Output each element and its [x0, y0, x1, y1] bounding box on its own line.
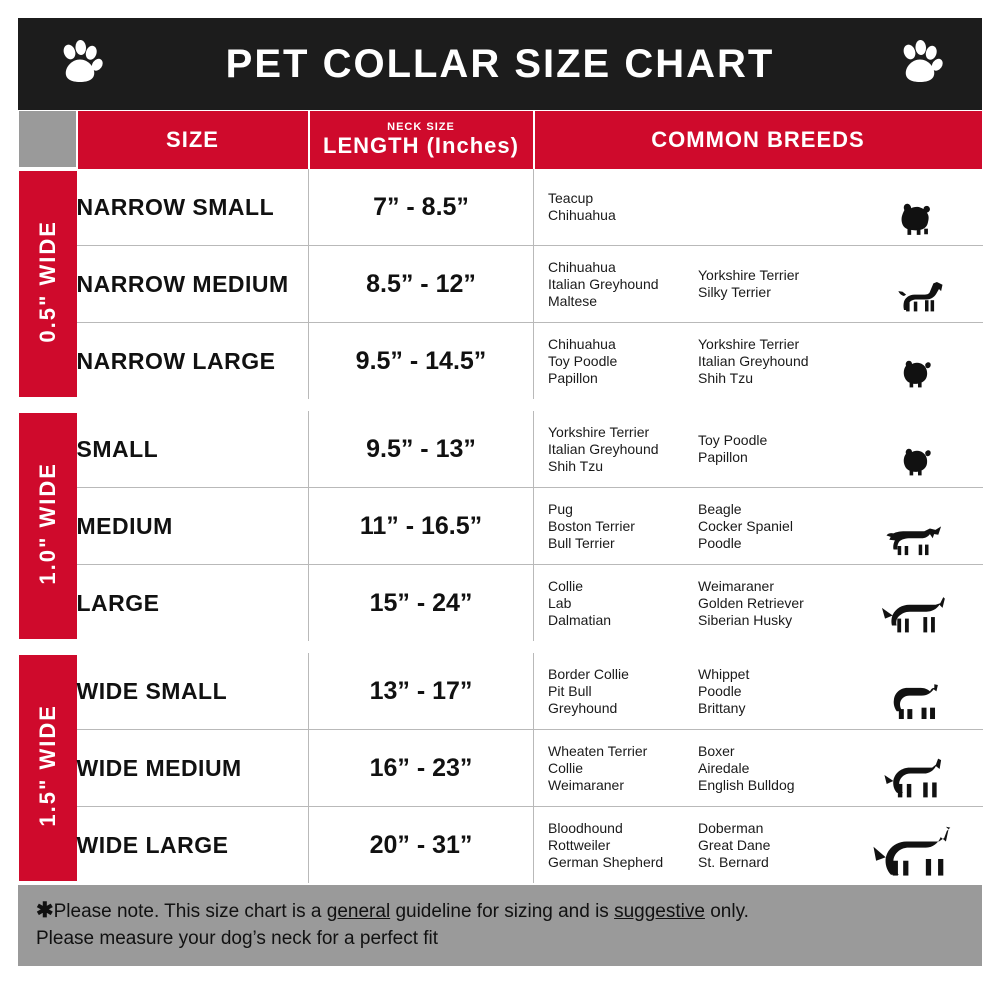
breed-item: Border Collie — [548, 665, 629, 682]
page-title: PET COLLAR SIZE CHART — [225, 41, 775, 86]
breed-item: Yorkshire Terrier — [698, 267, 800, 283]
disclaimer-text-part-3: only. — [704, 901, 749, 922]
doberman-silhouette-icon — [863, 811, 973, 879]
breed-item: Chihuahua — [548, 258, 616, 275]
group-separator — [19, 641, 983, 653]
retriever-silhouette-icon — [863, 569, 973, 637]
row-length-value: 7” - 8.5” — [309, 169, 534, 246]
row-size-label: LARGE — [77, 565, 309, 642]
row-breeds — [534, 730, 983, 807]
row-size-label: WIDE MEDIUM — [77, 730, 309, 807]
breeds-column-2 — [698, 267, 858, 301]
row-size-label: WIDE LARGE — [77, 807, 309, 884]
boxer-silhouette-icon — [863, 734, 973, 802]
breed-item: Dalmatian — [548, 611, 612, 628]
row-length-value: 8.5” - 12” — [309, 246, 534, 323]
breed-item: Collie — [548, 759, 584, 776]
breed-item: Teacup — [548, 190, 594, 206]
row-length-value: 16” - 23” — [309, 730, 534, 807]
breed-item: Bloodhound — [548, 819, 623, 836]
row-length-value: 9.5” - 13” — [309, 411, 534, 488]
table-header-row — [19, 111, 983, 170]
row-length-value: 9.5” - 14.5” — [309, 323, 534, 400]
row-length-value: 13” - 17” — [309, 653, 534, 730]
chart-header — [18, 18, 982, 110]
breed-item: Italian Greyhound — [698, 352, 809, 369]
table-row — [19, 488, 983, 565]
disclaimer-line-2: Please measure your dog’s neck for a perfect fit — [36, 928, 439, 949]
table-row — [19, 411, 983, 488]
breed-item: Boxer — [698, 742, 735, 759]
column-header-size: SIZE — [77, 111, 309, 170]
breed-item: Great Dane — [698, 836, 771, 853]
column-header-length — [309, 111, 534, 170]
table-corner-cell — [19, 111, 77, 170]
breed-item: Shih Tzu — [548, 457, 603, 474]
breed-item: Papillon — [548, 369, 598, 386]
size-table — [18, 110, 984, 885]
breed-item: Italian Greyhound — [548, 275, 659, 292]
disclaimer-line-1 — [36, 897, 964, 925]
disclaimer-underline-suggestive: suggestive — [614, 901, 705, 922]
breeds-column-2 — [698, 432, 858, 466]
breed-item: Beagle — [698, 500, 742, 517]
row-breeds — [534, 653, 983, 730]
group-label-narrow — [19, 169, 77, 399]
table-row — [19, 807, 983, 884]
row-size-label: SMALL — [77, 411, 309, 488]
row-size-label: NARROW LARGE — [77, 323, 309, 400]
row-breeds — [534, 323, 983, 400]
breed-item: Chihuahua — [548, 207, 616, 223]
row-length-value: 15” - 24” — [309, 565, 534, 642]
paw-print-icon — [896, 40, 944, 88]
group-label-wide — [19, 653, 77, 883]
column-header-length-label: LENGTH (Inches) — [323, 132, 519, 158]
group-separator — [19, 399, 983, 411]
breeds-column-1 — [548, 259, 698, 310]
breed-item: Rottweiler — [548, 836, 611, 853]
row-breeds — [534, 488, 983, 565]
breed-item: Papillon — [698, 449, 748, 465]
table-row — [19, 730, 983, 807]
breeds-column-1 — [548, 501, 698, 552]
breed-item: Toy Poodle — [548, 352, 618, 369]
disclaimer-underline-general: general — [326, 901, 391, 922]
row-breeds — [534, 807, 983, 884]
breed-item: Collie — [548, 577, 584, 594]
pomeranian-silhouette-icon — [863, 415, 973, 483]
breeds-column-2 — [698, 820, 858, 871]
disclaimer-text-part-2: guideline for sizing and is — [390, 901, 615, 922]
row-size-label: MEDIUM — [77, 488, 309, 565]
row-breeds — [534, 246, 983, 323]
breed-item: Greyhound — [548, 699, 618, 716]
breed-item: Weimaraner — [698, 577, 774, 594]
breeds-column-1 — [548, 820, 698, 871]
row-size-label: NARROW SMALL — [77, 169, 309, 246]
breed-item: German Shepherd — [548, 853, 664, 870]
terrier-silhouette-icon — [863, 492, 973, 560]
breeds-column-1 — [548, 578, 698, 629]
table-row — [19, 169, 983, 246]
pomeranian-silhouette-icon — [863, 327, 973, 395]
breeds-column-2 — [698, 666, 858, 717]
breed-item: Pit Bull — [548, 682, 592, 699]
row-size-label: NARROW MEDIUM — [77, 246, 309, 323]
asterisk-icon: ✱ — [36, 899, 54, 922]
breed-item: English Bulldog — [698, 776, 795, 793]
breed-item: Whippet — [698, 665, 750, 682]
breeds-column-1 — [548, 190, 698, 224]
disclaimer-footer — [18, 885, 982, 966]
breed-item: Golden Retriever — [698, 594, 804, 611]
breeds-column-1 — [548, 666, 698, 717]
breed-item: Silky Terrier — [698, 284, 771, 300]
table-row — [19, 565, 983, 642]
breeds-column-2 — [698, 501, 858, 552]
paw-print-icon — [56, 40, 104, 88]
chihuahua-silhouette-icon — [863, 250, 973, 318]
breed-item: Airedale — [698, 759, 750, 776]
group-label-text: 0.5" WIDE — [34, 220, 60, 343]
table-row — [19, 653, 983, 730]
breed-item: Lab — [548, 594, 572, 611]
column-header-breeds: COMMON BREEDS — [534, 111, 983, 170]
bulldog-silhouette-icon — [863, 657, 973, 725]
breed-item: Wheaten Terrier — [548, 742, 648, 759]
breeds-column-1 — [548, 424, 698, 475]
breed-item: Weimaraner — [548, 776, 624, 793]
breed-item: Brittany — [698, 699, 746, 716]
table-row — [19, 323, 983, 400]
breed-item: Italian Greyhound — [548, 440, 659, 457]
breeds-column-1 — [548, 743, 698, 794]
breed-item: Bull Terrier — [548, 534, 615, 551]
row-size-label: WIDE SMALL — [77, 653, 309, 730]
breed-item: Boston Terrier — [548, 517, 635, 534]
disclaimer-text-part-1: Please note. This size chart is a — [53, 901, 327, 922]
breed-item: Pug — [548, 500, 573, 517]
row-breeds — [534, 169, 983, 246]
breed-item: Siberian Husky — [698, 611, 793, 628]
breed-item: Shih Tzu — [698, 369, 753, 386]
row-breeds — [534, 411, 983, 488]
breed-item: Yorkshire Terrier — [698, 335, 800, 352]
group-label-standard — [19, 411, 77, 641]
breed-item: Poodle — [698, 682, 742, 699]
group-label-text: 1.0" WIDE — [34, 462, 60, 585]
row-length-value: 11” - 16.5” — [309, 488, 534, 565]
breed-item: St. Bernard — [698, 853, 769, 870]
breed-item: Doberman — [698, 819, 764, 836]
breeds-column-1 — [548, 336, 698, 387]
breed-item: Maltese — [548, 292, 598, 309]
table-row — [19, 246, 983, 323]
breeds-column-2 — [698, 336, 858, 387]
breeds-column-2 — [698, 743, 858, 794]
breed-item: Chihuahua — [548, 335, 616, 352]
breed-item: Poodle — [698, 534, 742, 551]
group-label-text: 1.5" WIDE — [34, 704, 60, 827]
row-breeds — [534, 565, 983, 642]
breed-item: Toy Poodle — [698, 432, 768, 448]
breeds-column-2 — [698, 578, 858, 629]
row-length-value: 20” - 31” — [309, 807, 534, 884]
yorkie-silhouette-icon — [863, 173, 973, 241]
column-header-neck-size-label: NECK SIZE — [387, 120, 455, 133]
breed-item: Yorkshire Terrier — [548, 423, 650, 440]
breed-item: Cocker Spaniel — [698, 517, 793, 534]
